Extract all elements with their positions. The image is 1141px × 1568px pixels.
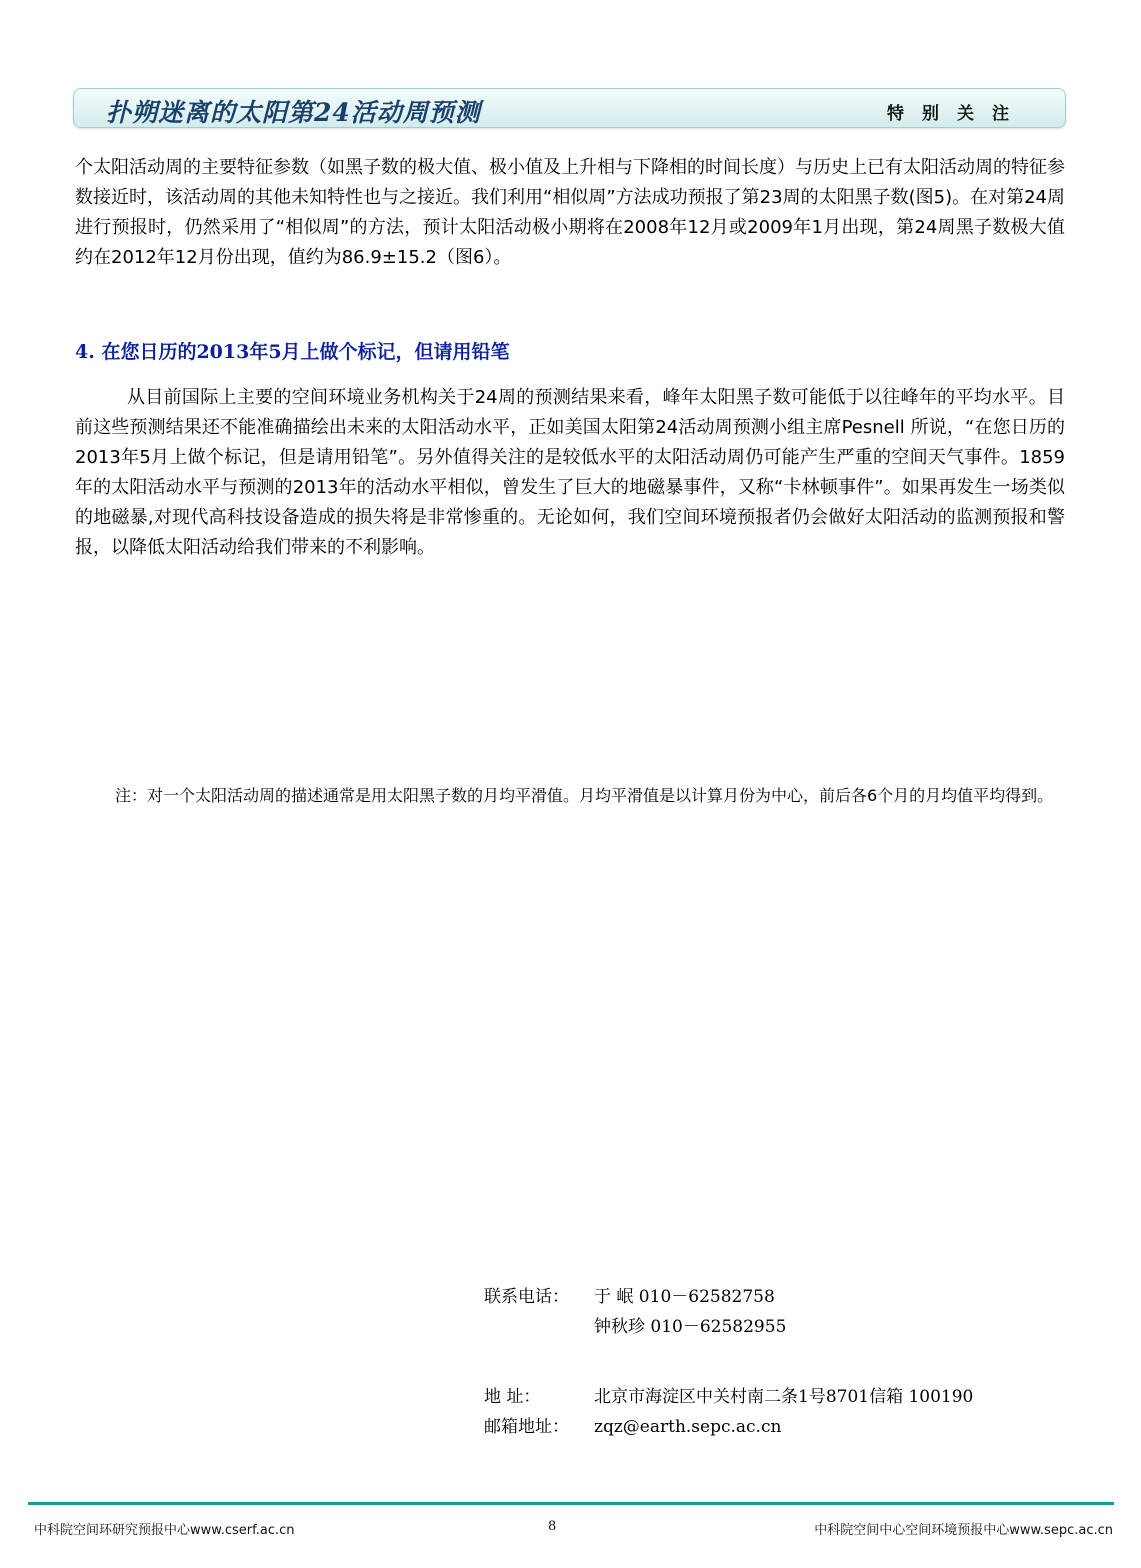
footer-right-credit: 中科院空间中心空间环境预报中心www.sepc.ac.cn bbox=[814, 1523, 1113, 1538]
email-label: 邮箱地址： bbox=[484, 1417, 569, 1437]
email-value: zqz@earth.sepc.ac.cn bbox=[594, 1417, 782, 1437]
section-label: 特别关注 bbox=[887, 104, 1027, 124]
body-paragraph-continuation: 个太阳活动周的主要特征参数（如黑子数的极大值、极小值及上升相与下降相的时间长度）与历史上已有太阳活动周的特征参数接近时，该活动周的其他未知特性也与之接近。我们利用“相似周”方法成功预报了第23周的太阳黑子数(图5)。在对第24周进行预报时，仍然采用了“相似周”的方法，预计太阳活动极小期将在2008年12月或2009年1月出现，第24周黑子数极大值约在2012年12月份出现，值约为86.9±15.2（图6）。 bbox=[75, 157, 1065, 268]
phone-value-1: 于 岷 010－62582758 bbox=[594, 1287, 775, 1307]
page-number: 8 bbox=[548, 1519, 557, 1534]
footer-rule bbox=[28, 1502, 1114, 1505]
footer-left-credit: 中科院空间环研究预报中心www.cserf.ac.cn bbox=[34, 1523, 295, 1538]
address-label: 地 址： bbox=[484, 1387, 541, 1407]
page-title: 扑朔迷离的太阳第24活动周预测 bbox=[106, 98, 481, 127]
phone-value-2: 钟秋珍 010－62582955 bbox=[594, 1317, 787, 1337]
section-heading: 4. 在您日历的2013年5月上做个标记，但请用铅笔 bbox=[75, 341, 510, 363]
footnote: 注：对一个太阳活动周的描述通常是用太阳黑子数的月均平滑值。月均平滑值是以计算月份为中心，前后各6个月的月均值平均得到。 bbox=[115, 786, 1054, 805]
page-header-bar bbox=[73, 88, 1066, 128]
phone-label: 联系电话： bbox=[484, 1287, 569, 1307]
address-value: 北京市海淀区中关村南二条1号8701信箱 100190 bbox=[594, 1387, 974, 1407]
body-paragraph: 从目前国际上主要的空间环境业务机构关于24周的预测结果来看，峰年太阳黑子数可能低于以往峰年的平均水平。目前这些预测结果还不能准确描绘出未来的太阳活动水平，正如美国太阳第24活动周预测小组主席Pesnell 所说，“在您日历的2013年5月上做个标记，但是请用铅笔”。另外值得关注的是较低水平的太阳活动周仍可能产生严重的空间天气事件。1859年的太阳活动水平与预测的2013年的活动水平相似，曾发生了巨大的地磁暴事件，又称“卡林顿事件”。如果再发生一场类似的地磁暴,对现代高科技设备造成的损失将是非常惨重的。无论如何，我们空间环境预报者仍会做好太阳活动的监测预报和警报，以降低太阳活动给我们带来的不利影响。 bbox=[75, 387, 1065, 558]
